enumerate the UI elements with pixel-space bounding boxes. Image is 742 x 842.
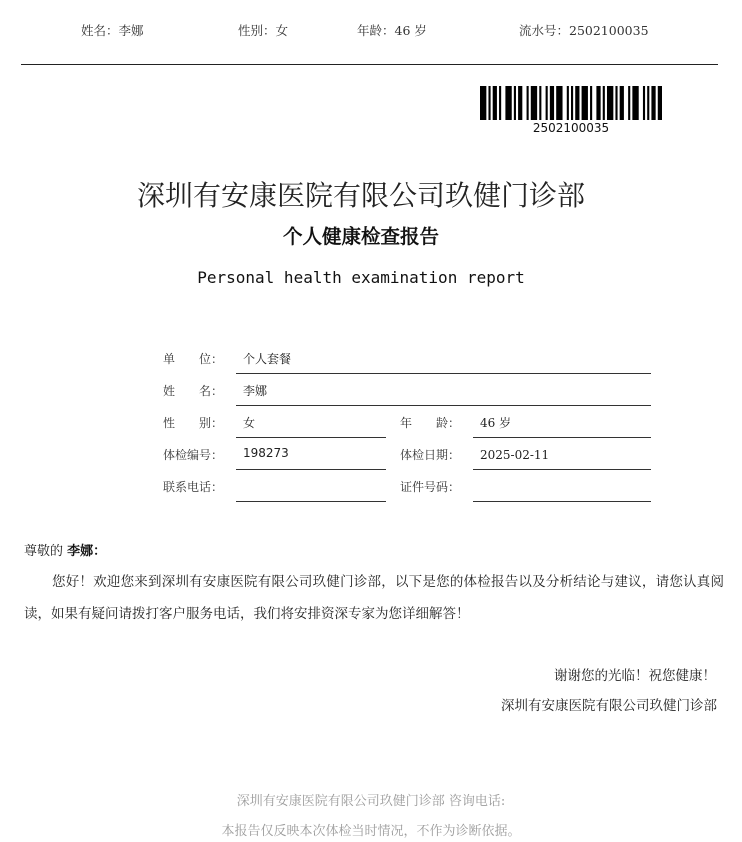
welcome-paragraph: 您好！欢迎您来到深圳有安康医院有限公司玖健门诊部，以下是您的体检报告以及分析结论与建议，请您认真阅读，如果有疑问请拨打客户服务电话，我们将安排资深专家为您详细解答！: [24, 574, 724, 622]
barcode-bar: [505, 86, 511, 120]
header-patient-gender: 性别：女: [238, 23, 289, 38]
signature-line: 深圳有安康医院有限公司玖健门诊部: [501, 698, 717, 714]
gender-value: 女: [243, 416, 256, 430]
phone-underline: [236, 501, 386, 502]
barcode-bar: [615, 86, 617, 120]
id-number-label: 证件号码：: [400, 480, 461, 494]
barcode-bar: [632, 86, 638, 120]
barcode-bar: [493, 86, 497, 120]
barcode-bar: [556, 86, 562, 120]
age-underline: [473, 437, 651, 438]
thanks-line: 谢谢您的光临！祝您健康！: [554, 668, 716, 684]
salutation: [24, 540, 106, 559]
age-value: 46 岁: [480, 416, 512, 430]
header-serial-number: 流水号：2502100035: [519, 23, 649, 38]
header-patient-age: 年龄：46 岁: [357, 23, 427, 38]
age-label: 年 龄：: [400, 416, 461, 430]
phone-label: 联系电话：: [163, 480, 224, 494]
barcode-bar: [582, 86, 588, 120]
barcode-bar: [575, 86, 579, 120]
barcode-bar: [628, 86, 630, 120]
barcode-bar: [620, 86, 624, 120]
unit-underline: [236, 373, 651, 374]
barcode-bar: [550, 86, 554, 120]
footer-disclaimer: 本报告仅反映本次体检当时情况，不作为诊断依据。: [221, 824, 521, 839]
barcode-bar: [527, 86, 529, 120]
barcode-bar: [480, 86, 486, 120]
salutation-prefix: 尊敬的: [24, 544, 64, 559]
footer-contact-line: 深圳有安康医院有限公司玖健门诊部 咨询电话:: [236, 794, 506, 809]
unit-label: 单 位：: [163, 352, 224, 366]
unit-value: 个人套餐: [243, 352, 292, 366]
barcode-bar: [499, 86, 501, 120]
gender-label: 性 别：: [163, 416, 224, 430]
gender-underline: [236, 437, 386, 438]
exam-date-underline: [473, 469, 651, 470]
barcode-bar: [647, 86, 649, 120]
header-patient-name: 姓名：李娜: [81, 23, 144, 38]
barcode-bar: [571, 86, 573, 120]
header-divider: [21, 64, 718, 65]
barcode-bar: [546, 86, 548, 120]
exam-date-value: 2025-02-11: [480, 448, 550, 462]
exam-number-value: 198273: [243, 446, 289, 460]
report-title-cn: 个人健康检查报告: [282, 225, 439, 248]
name-value: 李娜: [243, 384, 268, 398]
name-label: 姓 名：: [163, 384, 224, 398]
barcode-bar: [488, 86, 490, 120]
name-underline: [236, 405, 651, 406]
barcode-bar: [607, 86, 613, 120]
barcode-bar: [643, 86, 645, 120]
barcode-bar: [603, 86, 605, 120]
barcode-bar: [518, 86, 522, 120]
id-number-underline: [473, 501, 651, 502]
barcode-bar: [658, 86, 662, 120]
barcode-bar: [651, 86, 655, 120]
barcode-bar: [531, 86, 537, 120]
exam-date-label: 体检日期：: [400, 448, 461, 462]
exam-number-underline: [236, 469, 386, 470]
exam-number-label: 体检编号：: [163, 448, 224, 462]
report-title-en: Personal health examination report: [197, 268, 525, 287]
barcode-bar: [567, 86, 569, 120]
barcode-bar: [539, 86, 541, 120]
barcode-number: 2502100035: [532, 121, 610, 135]
barcode-bar: [590, 86, 592, 120]
barcode-bar: [596, 86, 600, 120]
barcode-bar: [514, 86, 516, 120]
salutation-name: 李娜：: [67, 544, 107, 559]
barcode: [480, 86, 662, 120]
hospital-title: 深圳有安康医院有限公司玖健门诊部: [136, 179, 585, 212]
